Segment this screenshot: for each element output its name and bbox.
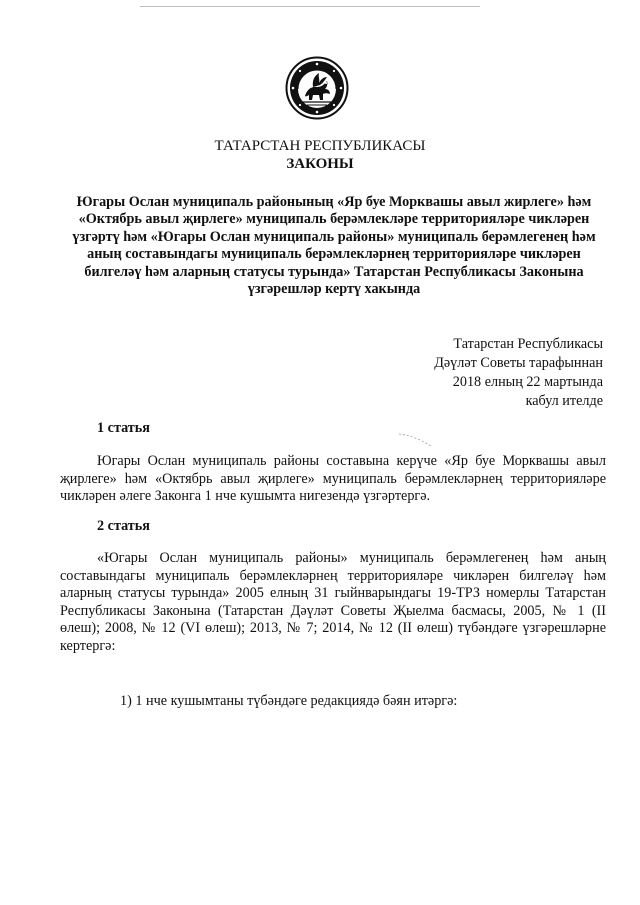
article-2-list-item: 1) 1 нче кушымтаны түбәндәге редакциядә бәян итәргә: — [120, 693, 458, 709]
tatarstan-emblem-icon — [285, 56, 349, 120]
adoption-block — [390, 335, 603, 411]
document-type-title: ЗАКОНЫ — [286, 156, 354, 172]
pen-stroke-mark — [398, 432, 432, 448]
republic-title: ТАТАРСТАН РЕСПУБЛИКАСЫ — [214, 138, 426, 154]
article-2-heading: 2 статья — [97, 518, 150, 534]
article-1-text: Югары Ослан муниципаль районы составына керүче «Яр буе Морквашы авыл җирлеге» һәм «Октябрь авыл җирлеге» муниципаль берәмлекләрнең территорияләре чикләрен әлеге Законга 1 нче кушымта нигезендә үзгәртергә. — [60, 453, 606, 504]
article-1-heading: 1 статья — [97, 420, 150, 436]
adoption-line: кабул ителде — [525, 393, 603, 409]
adoption-line: Татарстан Республикасы — [453, 336, 603, 352]
adoption-line: Дәүләт Советы тарафыннан — [434, 355, 603, 371]
adoption-date: 2018 елның 22 мартында — [452, 374, 603, 390]
scan-edge-line — [140, 6, 480, 7]
law-subject-heading: Югары Ослан муниципаль районының «Яр буе Морквашы авыл жирлеге» һәм «Октябрь авыл җирлеге» муниципаль берәмлекләре территорияләре чикләрен үзгәртү һәм «Югары Ослан муниципаль районы» муниципаль берәмлегенең һәм аның составындагы муниципаль берәмлекләрнең территорияләре чикләрен билгеләү һәм аларның статусы турында» Татарстан Республикасы Законына үзгәрешләр кертү хакында — [72, 194, 596, 298]
article-2-text: «Югары Ослан муниципаль районы» муниципаль берәмлегенең һәм аның составындагы муниципаль берәмлекләрнең территорияләре чикләрен билгеләү һәм аларның статусы турында» 2005 елның 31 гыйнварындагы 19-ТРЗ номерлы Татарстан Республикасы Законына (Татарстан Дәүләт Советы Җыелма басмасы, 2005, № 1 (II өлеш); 2008, № 12 (VI өлеш); 2013, № 7; 2014, № 12 (II өлеш) түбәндәге үзгәрешләрне кертергә: — [60, 550, 606, 654]
